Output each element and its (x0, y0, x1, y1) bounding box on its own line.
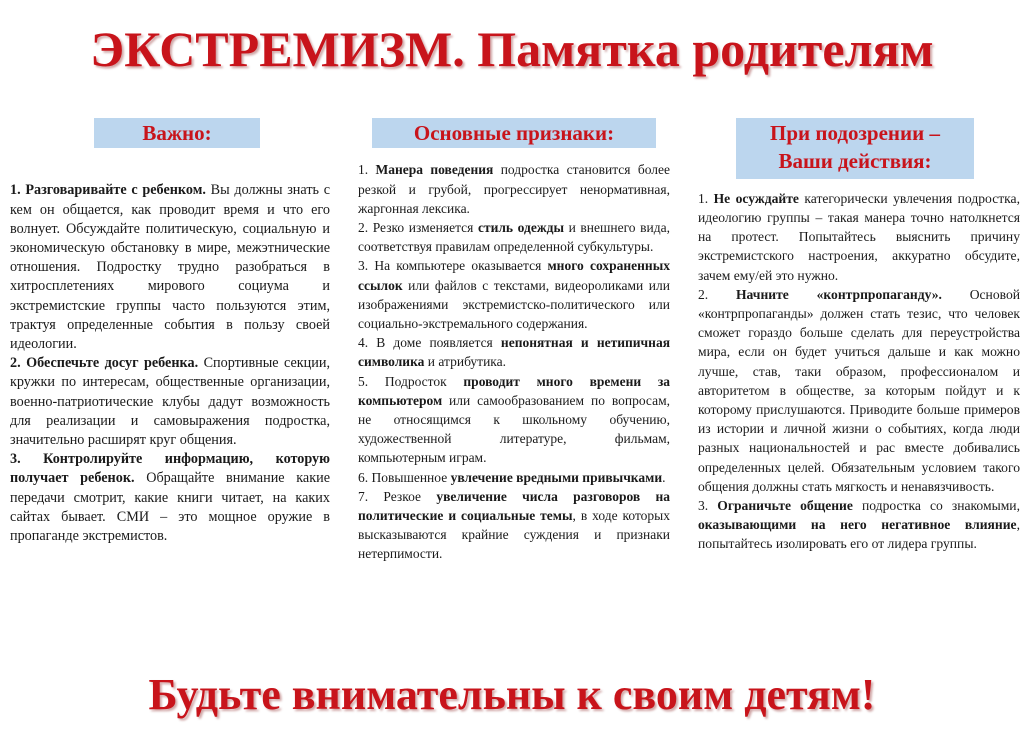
item-text: Обращайте внимание какие передачи смотрит, какие книги читает, на каких сайтах бывает. СМИ – это мощное оружие в пропаганде экстремистов. (10, 470, 330, 544)
list-item (358, 372, 670, 468)
item-text: , в ходе которых высказываются крайние суждения и признаки нетерпимости. (358, 508, 670, 562)
list-item (698, 285, 1020, 496)
column-body (698, 189, 1020, 554)
item-text: и атрибутика. (424, 354, 507, 370)
item-text: . (662, 469, 666, 485)
page-title: ЭКСТРЕМИЗМ. Памятка родителям (90, 21, 934, 77)
item-text: или файлов с текстами, видеороликами или изображениями экстремистско-политического или социально-экстремального содержания. (358, 277, 670, 331)
item-text-pre: На компьютере оказывается (374, 258, 548, 274)
list-item (698, 496, 1020, 554)
item-number: 6. (358, 469, 372, 485)
item-number: 1. (10, 182, 26, 199)
item-text: Спортивные секции, кружки по интересам, общественные организации, военно-патриотические клубы дадут возможность для реализации и самовыражения подростка, значительно расширят круг общения. (10, 355, 330, 448)
column-body (358, 160, 670, 563)
item-text-pre: В доме появляется (376, 335, 501, 351)
item-bold: стиль одежды (477, 219, 564, 235)
item-bold: Обеспечьте досуг ребенка. (26, 355, 199, 372)
item-text-pre: Резкое (383, 488, 437, 504)
item-text: Основой «контрпропаганды» должен стать тезис, что человек сможет гораздо больше сделать для переустройства мира, если он будет учиться дальше и как можно лучше, став, таки образом, профессионалом и авторитетом в обществе, за которым пойдут и к которому прислушаются. Приводите больше примеров из истории и личной жизни о событиях, когда люди разных национальностей и рас вместе добивались определенных целей. Обязательным условием такого общения должны стать мягкость и ненавязчивость. (698, 286, 1021, 494)
item-bold: проводит много времени за компьютером (358, 373, 671, 408)
column-actions (698, 118, 1020, 554)
item-text: подростка становится более резкой и грубой, прогрессирует ненормативная, жаргонная лексика. (358, 162, 670, 216)
list-item (358, 333, 670, 371)
list-item (358, 160, 670, 218)
item-number: 7. (358, 488, 384, 504)
item-number: 1. (358, 162, 376, 178)
item-bold-2: оказывающими на него негативное влияние (698, 517, 1017, 533)
item-bold: Манера поведения (375, 162, 494, 178)
list-item (698, 189, 1020, 285)
list-item (10, 181, 330, 354)
item-number: 3. (698, 497, 718, 513)
list-item (358, 468, 670, 487)
item-number: 5. (358, 373, 385, 389)
item-bold: увлечение вредными привычками (450, 469, 663, 485)
item-text: или самообразованием по вопросам, не относящимся к школьному обучению, художественной литературе, фильмам, компьютерным играм. (358, 392, 670, 466)
item-number: 3. (358, 258, 375, 274)
item-bold: увеличение числа разговоров на политические и социальные темы (358, 488, 671, 523)
footer-slogan: Будьте внимательны к своим детям! (148, 670, 876, 719)
item-text: и внешнего вида, соответствуя правилам определенной субкультуры. (358, 219, 670, 255)
list-item (10, 450, 330, 546)
item-bold: Разговаривайте с ребенком. (25, 182, 206, 199)
item-number: 2. (698, 286, 736, 302)
item-text: Вы должны знать с кем он общается, как проводит время и что его волнует. Обсуждайте политическую, социальную и экономическую обстановку в мире, межэтнические отношения. Подростку трудно разобраться в хитросплетениях мирового социума и экстремистские группы часто пользуются этим, трактуя определенные события в пользу своей идеологии. (10, 182, 330, 352)
item-bold: Начните «контрпропаганду». (735, 286, 942, 302)
list-item (358, 256, 670, 333)
item-number: 2. (358, 219, 373, 235)
column-heading: При подозрении – Ваши действия: (736, 118, 974, 179)
item-bold: много сохраненных ссылок (358, 258, 670, 293)
item-text: категорически увлечения подростка, идеологию группы – такая манера точно натолкнется на протест. Попытайтесь выяснить причину экстремистского настроения, аккуратно обсудите, зачем ему/ей это нужно. (698, 190, 1020, 283)
item-text-pre: Повышенное (371, 469, 451, 485)
list-item (358, 218, 670, 256)
item-bold: Ограничьте общение (717, 497, 853, 513)
column-important (10, 118, 330, 546)
item-text-pre: Резко изменяется (372, 219, 478, 235)
item-text: подростка со знакомыми, (852, 497, 1020, 513)
list-item (358, 487, 670, 564)
item-number: 4. (358, 335, 377, 351)
item-text-2: , попытайтесь изолировать его от лидера группы. (698, 517, 1020, 552)
column-heading: Важно: (94, 118, 260, 148)
list-item (10, 354, 330, 450)
column-signs (358, 118, 670, 564)
item-bold: непонятная и нетипичная символика (358, 335, 671, 370)
item-number: 2. (10, 355, 27, 372)
item-bold: Не осуждайте (713, 190, 799, 206)
item-bold: Контролируйте информацию, которую получает ребенок. (10, 451, 330, 487)
item-text-pre: Подросток (384, 373, 464, 389)
item-number: 1. (698, 190, 714, 206)
column-heading: Основные признаки: (372, 118, 656, 148)
column-body (10, 181, 330, 546)
item-number: 3. (10, 451, 44, 468)
